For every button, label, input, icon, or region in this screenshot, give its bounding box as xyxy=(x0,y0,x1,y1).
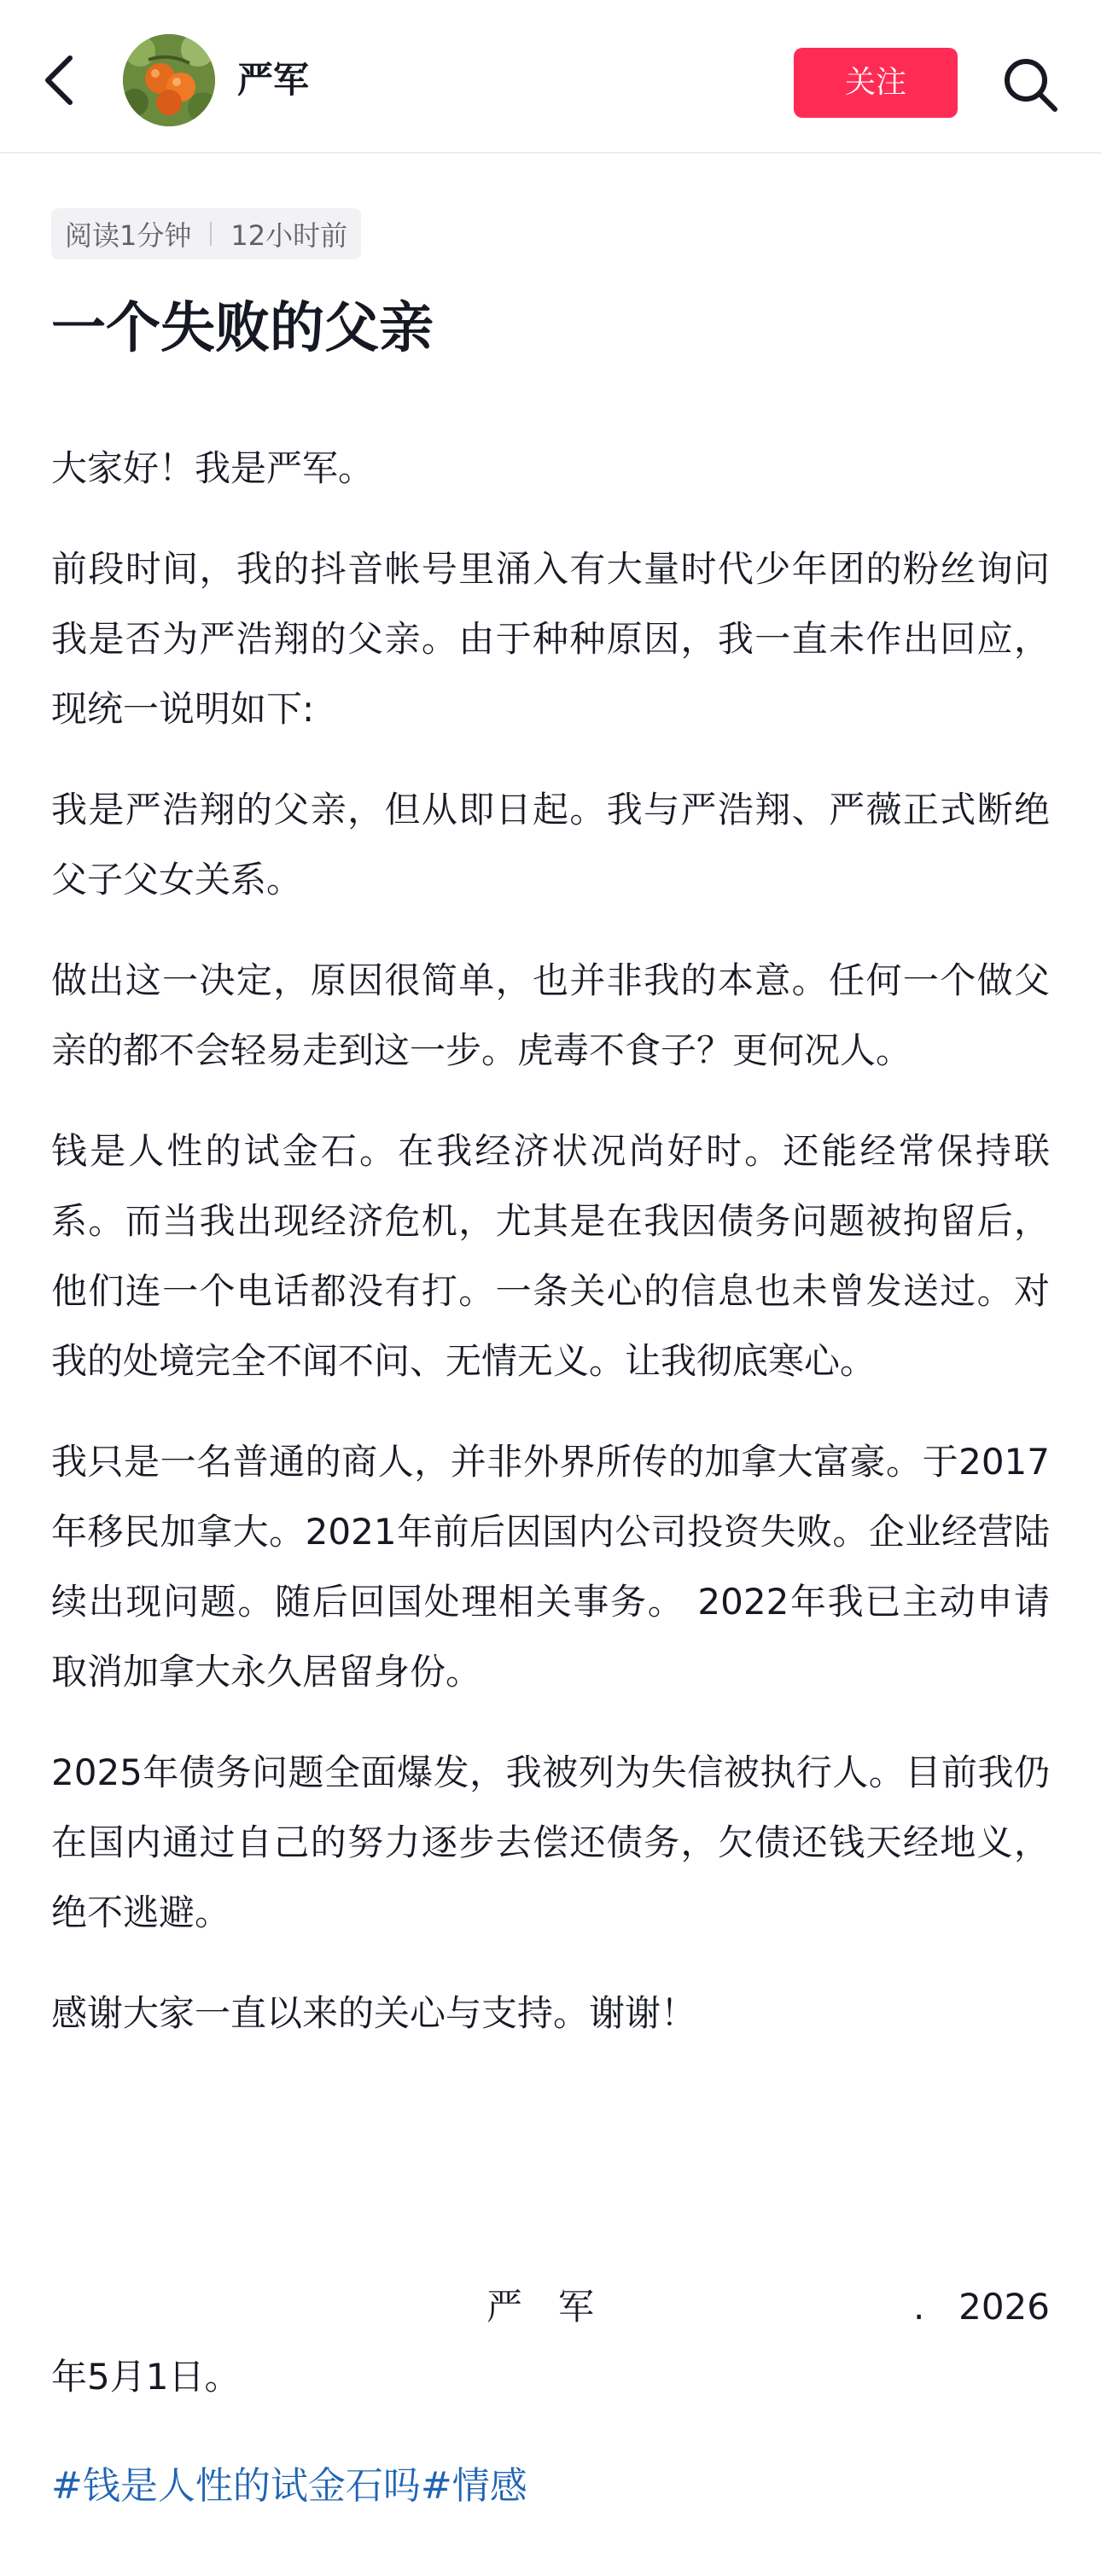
author-name[interactable]: 严军 xyxy=(237,59,310,101)
author-avatar[interactable] xyxy=(123,34,215,126)
signature-dot: . xyxy=(913,2286,925,2328)
signature-date: 年5月1日。 xyxy=(51,2356,241,2398)
back-arrow-icon[interactable] xyxy=(38,53,85,108)
hashtag-list xyxy=(51,2451,527,2521)
read-time: 阅读1分钟 xyxy=(65,219,192,252)
article-meta xyxy=(51,208,361,259)
search-icon[interactable] xyxy=(1002,56,1058,113)
signature-line xyxy=(51,2272,1050,2342)
paragraph: 前段时间，我的抖音帐号里涌入有大量时代少年团的粉丝询问我是否为严浩翔的父亲。由于种种原因，我一直未作出回应，现统一说明如下: xyxy=(51,548,1050,730)
paragraph: 大家好！我是严军。 xyxy=(51,447,375,489)
paragraph: 感谢大家一直以来的关心与支持。谢谢！ xyxy=(51,1992,697,2034)
follow-button[interactable]: 关注 xyxy=(794,48,958,118)
paragraph: 做出这一决定，原因很简单，也并非我的本意。任何一个做父亲的都不会轻易走到这一步。虎毒不食子？更何况人。 xyxy=(51,959,1050,1071)
article-title: 一个失败的父亲 xyxy=(51,297,434,360)
signature-name: 严 军 xyxy=(486,2286,595,2328)
article-body xyxy=(51,434,1050,2079)
hashtag-link[interactable]: #钱是人性的试金石吗 xyxy=(51,2464,421,2508)
meta-divider xyxy=(210,222,212,246)
paragraph: 我只是一名普通的商人，并非外界所传的加拿大富豪。于2017年移民加拿大。2021年前后因国内公司投资失败。企业经营陆续出现问题。随后回国处理相关事务。 2022年我已主动申请取消加拿大永久居留身份。 xyxy=(51,1441,1050,1693)
paragraph: 钱是人性的试金石。在我经济状况尚好时。还能经常保持联系。而当我出现经济危机，尤其是在我因债务问题被拘留后，他们连一个电话都没有打。一条关心的信息也未曾发送过。对我的处境完全不闻不问、无情无义。让我彻底寒心。 xyxy=(51,1130,1050,1382)
signature-year: 2026 xyxy=(958,2286,1050,2328)
fruit-tree-avatar-icon xyxy=(123,34,215,126)
hashtag-link[interactable]: #情感 xyxy=(420,2464,527,2508)
top-bar xyxy=(0,0,1101,154)
post-time: 12小时前 xyxy=(230,219,348,252)
paragraph: 我是严浩翔的父亲，但从即日起。我与严浩翔、严薇正式断绝父子父女关系。 xyxy=(51,789,1050,900)
paragraph: 2025年债务问题全面爆发，我被列为失信被执行人。目前我仍在国内通过自己的努力逐步去偿还债务，欠债还钱天经地义，绝不逃避。 xyxy=(51,1751,1050,1933)
